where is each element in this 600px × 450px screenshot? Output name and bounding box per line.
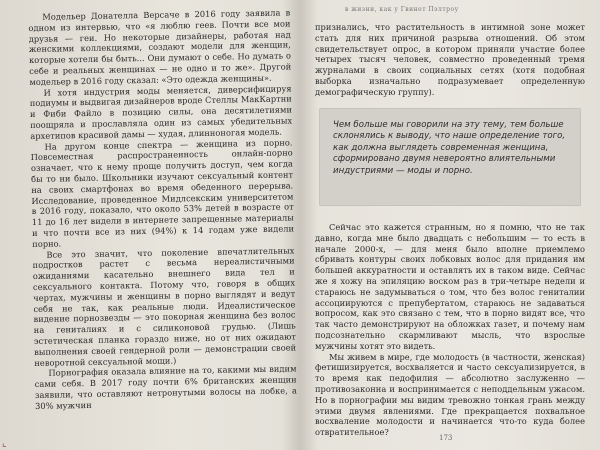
right-running-head: в жизни, как у Гвинет Пэлтроу [345, 6, 459, 13]
right-page [305, 0, 590, 450]
left-running-head [228, 0, 274, 2]
paragraph: И хотя индустрия моды меняется, диверсифицируя подиумы и выдвигая дизайнеров вроде Стеллы МакКартни и Фиби Файло в позицию силы, она десятилетиями поощряла и прославляла один из самых убедительных архетипов красивой дамы — худая, длинноногая модель. [29, 82, 293, 141]
paragraph: Все это значит, что поколение впечатлительных подростков растет с весьма нереалистичными ожиданиями касательно внешнего вида тел и сексуального контакта. Потому что, говоря в общих чертах, мужчины и женщины в порно выглядят и ведут себя не так, как реальные люди. Идеалистическое видение порнозвезды — это покорная женщина без волос на гениталиях и с силиконовой грудью. (Лишь эстетическая планка гораздо ниже, но от них ожидают выполнения своей гендерной роли — демонстрации своей неворотной сексуальной мощи.) [32, 244, 297, 368]
page-number: 173 [439, 434, 453, 442]
paragraph: признались, что растительность в интимной зоне может стать для них причиной разрыва отношений. Об этом свидетельствует опрос, в котором приняли участие более четырех тысяч человек, совместно проведенный тремя журналами в своих социальных сетях (хотя подобная выборка изначально подразумевает определенную демографическую группу). [315, 22, 585, 97]
corner-mark-icon: ⌞ [2, 438, 7, 449]
left-page [28, 0, 298, 450]
right-page-top-text [315, 22, 585, 98]
pull-quote: Чем больше мы говорили на эту тему, тем больше склонялись к выводу, что наше определение того, как должна выглядеть современная женщина, сформировано двумя невероятно влиятельными индустриями — моды и порно. [333, 120, 566, 176]
pull-quote-box [319, 108, 581, 206]
paragraph: Мы живем в мире, где молодость (в частности, женская) фетишизируется, восхваляется и часто сексуализируется, в то время как педофилия — абсолютно заслуженно — противозаконна и воспринимается с неподдельным ужасом. Но в порнографии мы видим тревожно тонкая грань между этими двумя явлениями. Где прекращается похвальное восхваление молодости и начинается что-то куда более отвратительное? [315, 351, 585, 438]
paragraph: На другом конце спектра — женщина из порно. Повсеместная распространенность онлайн-порно означает, что к нему проще получить доступ, чем когда бы то ни было. Школьники изучают сексуальный контент на своих смартфонах во время обеденного перерыва. Исследование, проведенное Мидлсекским университетом в 2016 году, показало, что около 53% детей в возрасте от 11 до 16 лет видели в интернете запрещенные материалы и что почти все из них (94%) к 14 годам уже видели порно. [30, 136, 295, 249]
paragraph: Порнография оказала влияние на то, какими мы видим сами себя. В 2017 году почти 6% британских женщин заявили, что оставляют нетронутыми волосы на лобке, а 30% мужчин [34, 363, 297, 411]
paragraph: Сейчас это кажется странным, но я помню, что не так давно, когда мне было двадцать с небольшим — то есть в начале 2000-х, — для меня было вполне приемлемо сбривать контуры своих лобковых волос для придания им большей аккуратности и оставлять их в таком виде. Сейчас же я хожу на эпиляцию воском раз в три-четыре недели и стараюсь не задумываться о том, что без волос гениталии ассоциируются с препубертатом, стараюсь не задаваться вопросом, как это связано с тем, что в порно видят все, что так часто демонстрируют на обложках газет, и почему нам подсознательно скармливают мысль, что взрослые мужчины хотят это видеть. [315, 222, 585, 351]
paragraph: Модельер Донателла Версаче в 2016 году заявила в одном из интервью, что «я люблю геев. Почти все мои друзья — геи. Но некоторые дизайнеры, работая над женскими коллекциями, создают модели для женщин, которые хотели бы быть... Они думают о себе. Но думать о себе и реальных женщинах — не одно и то же». Другой модельер в 2016 году сказал: «Это одежда женщины». [28, 7, 292, 87]
right-page-bottom-text [315, 222, 585, 438]
left-page-text [28, 7, 297, 411]
